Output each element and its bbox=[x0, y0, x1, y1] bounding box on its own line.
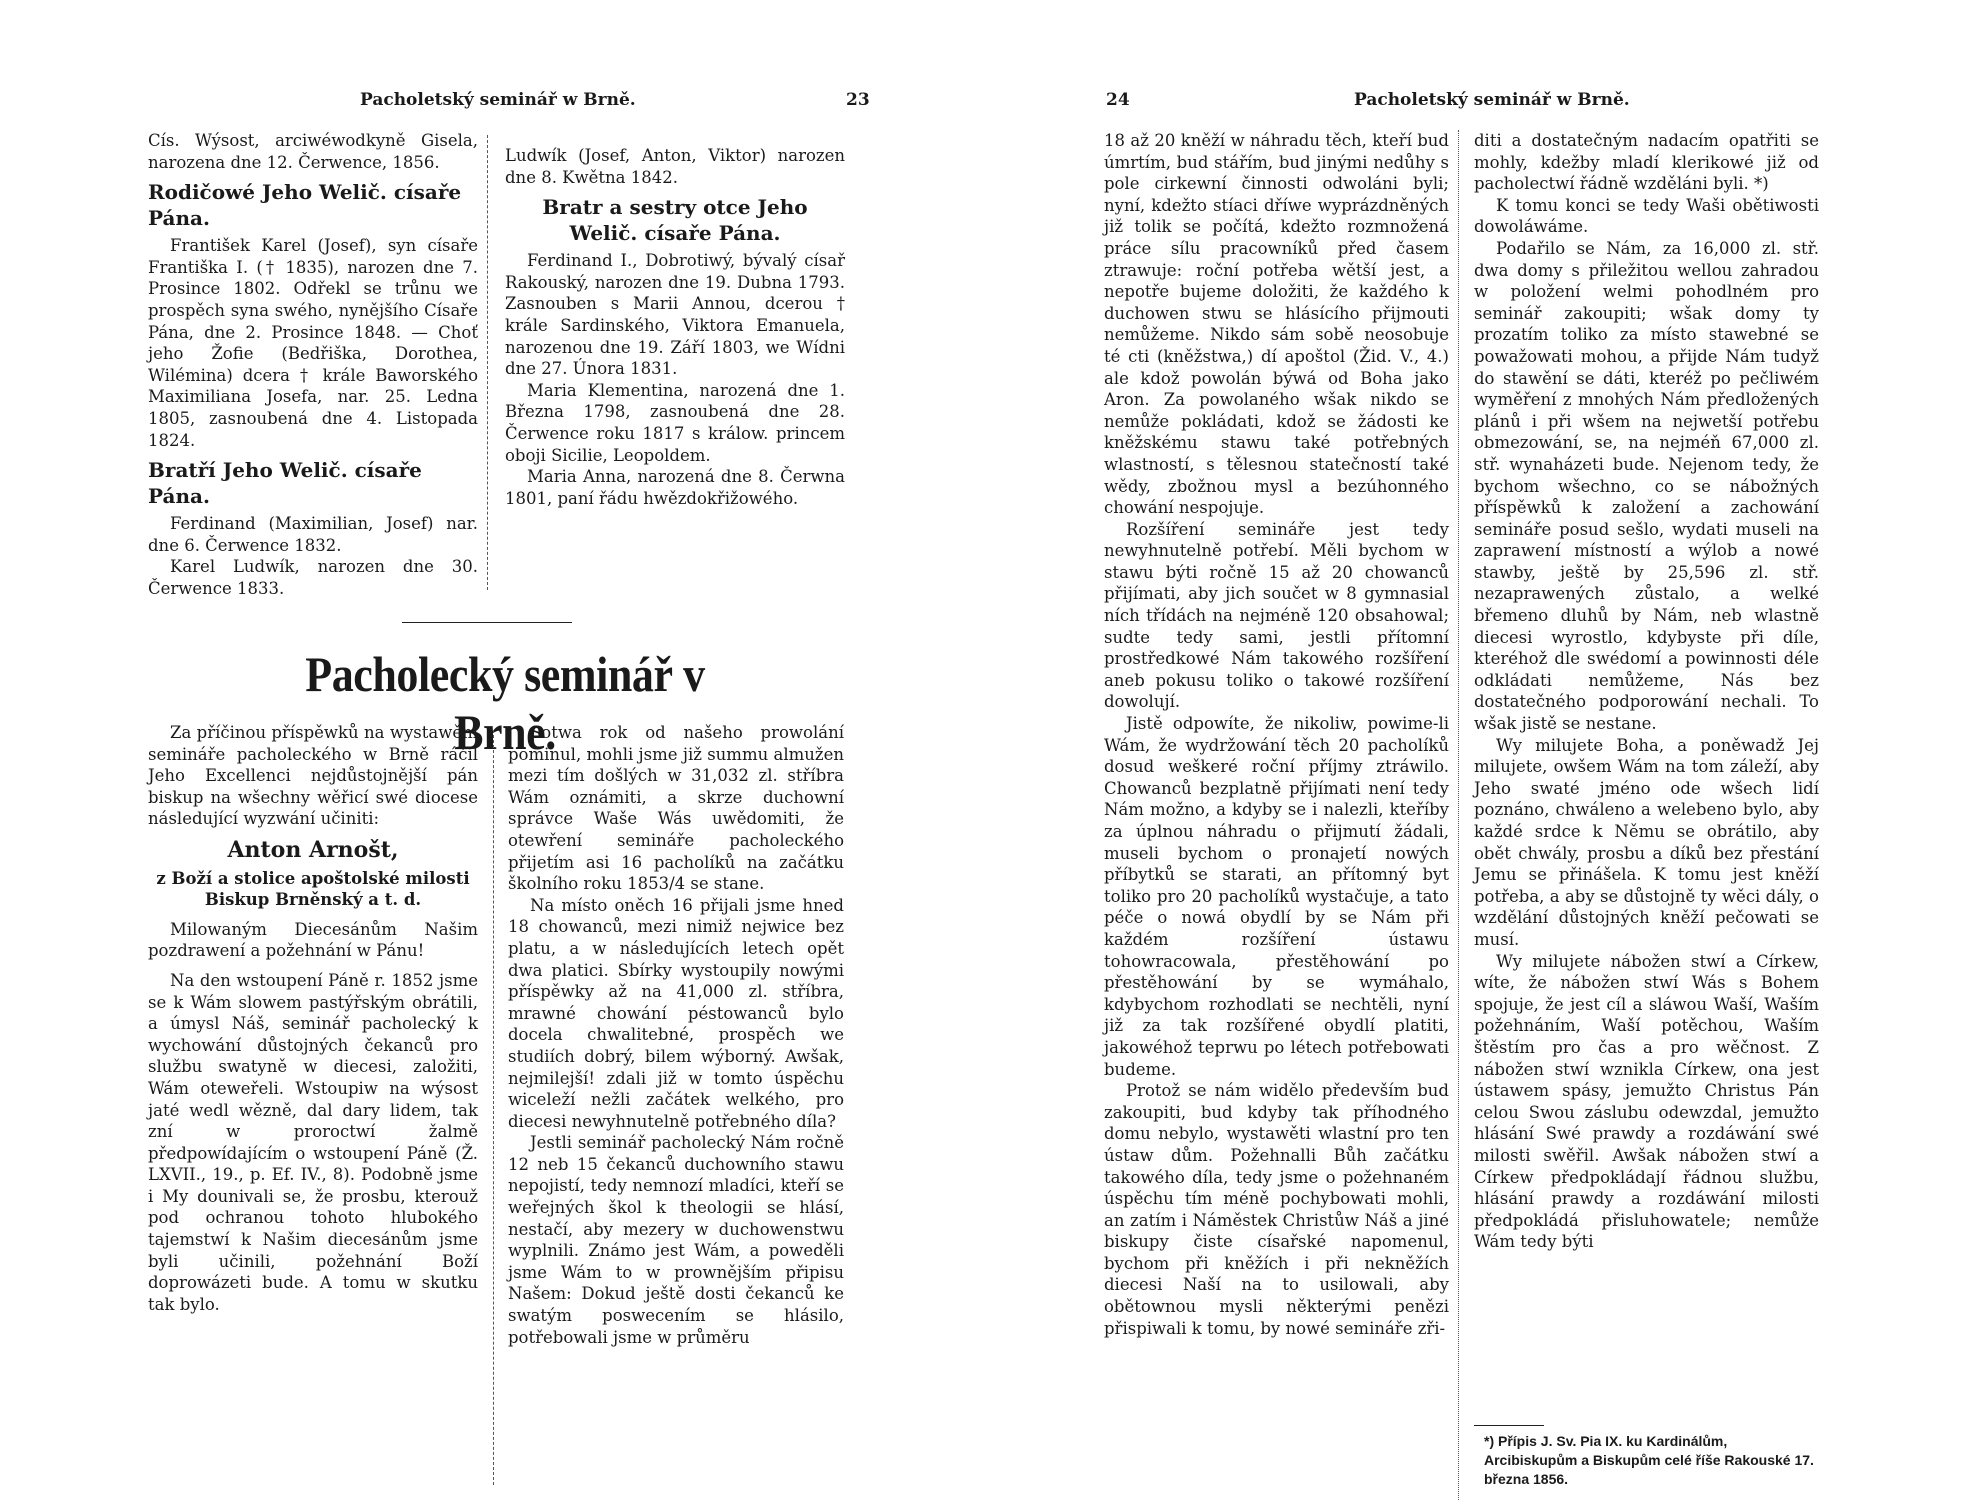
separator-rule bbox=[402, 622, 572, 623]
footnote-rule bbox=[1474, 1425, 1544, 1426]
paragraph: Na den wstoupení Páně r. 1852 jsme se k Wám slowem pastýřským obrátili, a úmysl Náš, seminář pacholecký k wychowání důstojných čekanců pro službu swatyně w diecesi, založiti, Wám oteweřeli. Wstoupiw na wýsost jaté wedl wězně, dal dary lidem, tak zní w proroctwí žalmě předpowídajícím o wstoupení Páně (Ž. LXVII., 19., p. Ef. IV., 8). Podobně jsme i My dounivali se, že prosbu, kterouž pod ochranou tohoto hlubokého tajemstwí k Našim diecesánům jsme byli učinili, požehnání Boží doprowázeti bude. A tomu w skutku tak bylo. bbox=[148, 970, 478, 1314]
column-4 bbox=[508, 722, 844, 1348]
paragraph: Ferdinand (Maximilian, Josef) nar. dne 6. Čerwence 1832. bbox=[148, 514, 478, 555]
paragraph: Jistě odpowíte, že nikoliw, powime-li Wám, že wydržowání těch 20 pacholíků dosud weškeré roční příjmy ztráwilo. Chowanců bezplatně přijímati není tedy Nám možno, a kdyby se i nalezli, kteříby za úplnou náhradu o přijmutí žádali, museli bychom o pronajetí nowých příbytků se starati, an přítomný byt toliko pro 20 pacholíků wystačuje, a tato péče o nowá obydlí by se Nám při každém rozšíření ústawu tohowracowala, přestěhowání po přestěhowání by se wymáhalo, kdybychom rozhodlati se nechtěli, nyní již za tak rozšířené obydlí platiti, jakowéhož teprwu po létech potřebowati budeme. bbox=[1104, 714, 1449, 1079]
paragraph: Maria Anna, narozená dne 8. Čerwna 1801, paní řádu hwězdokřižowého. bbox=[505, 467, 845, 508]
signature: Anton Arnošt, bbox=[227, 836, 399, 863]
column-1 bbox=[1104, 130, 1449, 1339]
paragraph: Na místo oněch 16 přijali jsme hned 18 chowanců, mezi nimiž nejwice bez platu, a w následujících letech opět dwa platici. Sbírky wystoupily nowými příspěwky až na 41,000 zl. stříbra, mrawné chowání péstowanců bylo docela chwalitebné, prospěch we studiích dobrý, bilem wýborný. Awšak, nejmilejší! zdali již w tomto úspěchu wiceleží nežli začátek welkého, pro diecesi newyhnutelně potřebného díla? bbox=[508, 895, 844, 1131]
paragraph: Ludwík (Josef, Anton, Viktor) narozen dne 8. Kwětna 1842. bbox=[505, 146, 845, 187]
paragraph: Wy milujete nábožen stwí a Církew, wíte, že nábožen stwí Wás s Bohem spojuje, že jest cíl a sláwou Waší, Waším požehnáním, Waší potěchou, Waším štěstím pro čas a pro wěčnost. Z nábožen stwí wznikla Církew, ona jest ústawem spásy, jemužto Christus Pán celou Swou záslubu odewzdal, jemužto hlásání Swé prawdy a rozdáwání swé milosti swěřil. Awšak nábožen stwí a Církew předpokládají řádnou službu, hlásání prawdy a rozdáwání milosti předpokládá přisluhowatele; nemůže Wám tedy býti bbox=[1474, 951, 1819, 1252]
column-divider bbox=[1458, 130, 1459, 1500]
section-heading: Bratří Jeho Welič. císaře Pána. bbox=[148, 458, 422, 509]
page-number: 24 bbox=[1106, 90, 1130, 110]
column-3 bbox=[148, 722, 478, 1315]
paragraph: Protož se nám widělo především bud zakoupiti, bud kdyby tak příhodného domu nebylo, wystawěti wlastní pro ten ústaw dům. Požehnalli Bůh začátku takowého díla, tedy jsme o požehnaném úspěchu tím méně pochybowati mohli, an zatím i Náměstek Christůw Náš a jiné biskupy čiste císařské napomenul, bychom při kněžích i při nekněžích diecesi Naší na to usilowali, aby obětownou mysli některými penězi přispiwali k tomu, by nowé semináře zři- bbox=[1104, 1081, 1449, 1338]
signature-subtitle: z Boží a stolice apoštolské milosti Biskup Brněnský a t. d. bbox=[156, 868, 470, 910]
paragraph: Sotwa rok od našeho prowolání pominul, mohli jsme již summu almužen mezi tím došlých w 31,032 zl. stříbra Wám oznámiti, a skrze duchowní správce Waše Wás uwědomiti, že otewření semináře pacholeckého přijetím asi 16 pacholíků na začátku školního roku 1853/4 se stane. bbox=[508, 723, 844, 894]
paragraph: K tomu konci se tedy Waši obětiwosti dowoláwáme. bbox=[1474, 195, 1819, 237]
page-number: 23 bbox=[846, 90, 870, 110]
paragraph: Karel Ludwík, narozen dne 30. Čerwence 1833. bbox=[148, 557, 478, 598]
paragraph: Ferdinand I., Dobrotiwý, bývalý císař Rakouský, narozen dne 19. Dubna 1793. Zasnouben s Marii Annou, dcerou † krále Sardinského, Viktora Emanuela, narozenou dne 19. Září 1803, we Wídni dne 27. Února 1831. bbox=[505, 251, 845, 379]
paragraph: František Karel (Josef), syn císaře Františka I. († 1835), narozen dne 7. Prosince 1802. Odřekl se trůnu we prospěch syna swého, nynějšího Císaře Pána, dne 2. Prosince 1848. — Choť jeho Žofie (Bedřiška, Dorothea, Wilémina) dcera † krále Baworského Maximiliana Josefa, nar. 25. Ledna 1805, zasnoubená dne 4. Listopada 1824. bbox=[148, 236, 478, 450]
paragraph: diti a dostatečným nadacím opatřiti se mohly, kdežby mladí klerikowé již od pacholectwí řádně wzděláni byli. *) bbox=[1474, 131, 1819, 194]
running-title: Pacholetský seminář w Brně. bbox=[1354, 90, 1630, 110]
paragraph: Podařilo se Nám, za 16,000 zl. stř. dwa domy s přiležitou wellou zahradou w položení welmi pohodlném pro seminář zakoupiti; wšak domy ty prozatím toliko za místo stawebné se powažowati mohou, a přijde Nám tudyž do stawění se dáti, kteréž po pečliwém wyměření z mnohých Nám předložených plánů i při wšem na nejwetší potřebu obmezowání, se, na nejméň 67,000 zl. stř. wynaházeti bude. Nejenom tedy, že bychom wšechno, co se nábožných příspěwků k založení a zachowání semináře posud sešlo, wydati museli na zaprawení místností a wýlob a nowé stawby, ještě by 25,596 zl. stř. nezaprawených zůstalo, a welké břemeno dluhů by Nám, neb wlastně diecesi wyrostlo, kdybyste při díle, kteréhož dle swédomí a powinnosti déle odkládati nemůžeme, Nás bez dostatečného podporowání nechali. To wšak jistě se nestane. bbox=[1474, 238, 1819, 734]
right-page bbox=[984, 0, 1968, 1500]
greeting: Milowaným Diecesánům Našim pozdrawení a požehnání w Pánu! bbox=[148, 919, 478, 961]
column-2 bbox=[505, 145, 845, 509]
paragraph: Wy milujete Boha, a poněwadž Jej milujete, owšem Wám na tom záleží, aby Jeho swaté jméno ode wšech lidí poznáno, chwáleno a welebeno bylo, aby každé srdce k Němu se obrátilo, aby obět chwály, prosbu a díků bez přestání Jemu se přinášela. K tomu jest kněží potřeba, a aby se důstojně ty wěci dály, o wzdělání důstojných kněží pečowati se musí. bbox=[1474, 735, 1819, 949]
paragraph: Za příčinou příspěwků na wystawění semináře pacholeckého w Brně ráčil Jeho Excellenci nejdůstojnější pán biskup na wšechny wěřicí swé diocese následující wyzwání učiniti: bbox=[148, 723, 478, 829]
column-1 bbox=[148, 130, 478, 600]
paragraph: Maria Klementina, narozená dne 1. Března 1798, zasnoubená dne 28. Čerwence roku 1817 s králow. princem oboji Sicilie, Leopoldem. bbox=[505, 380, 845, 465]
column-divider bbox=[487, 135, 488, 590]
running-title: Pacholetský seminář w Brně. bbox=[360, 90, 636, 110]
section-heading: Bratr a sestry otce Jeho Welič. císaře Pána. bbox=[542, 195, 808, 246]
paragraph: Cís. Wýsost, arciwéwodkyně Gisela, narozena dne 12. Čerwence, 1856. bbox=[148, 131, 478, 172]
paragraph: 18 až 20 kněží w náhradu těch, kteří bud úmrtím, bud stářím, bud jinými nedůhy s pole cirkewní činnosti odwoláni byli; nyní, kdežto stíaci dříwe wyprázdněných již tolik se počítá, kdežto rozmnožená práce sílu pracowníků před časem ztrawuje: roční potřeba wětší jest, a nepotře bujeme doložiti, že každého k duchowen stwu se hlásícího přijmouti nemůžeme. Nikdo sám sobě neosobuje té cti (kněžstwa,) dí apoštol (Žid. V., 4.) ale kdož powolán býwá od Boha jako Aron. Za powolaného wšak nikdo se nemůže pokládati, kdož se žádosti ke kněžskému stawu také potřebných wlastností, s tělesnou statečností také wědy, zbožnou mysl a bezúhonného chowání nespojuje. bbox=[1104, 131, 1449, 518]
column-divider bbox=[493, 730, 494, 1485]
main-title: Pacholecký seminář v Brně. bbox=[305, 646, 705, 760]
footnote: *) Přípis J. Sv. Pia IX. ku Kardinálům, Arcibiskupům a Biskupům celé říše Rakouské 17. března 1856. bbox=[1484, 1433, 1814, 1487]
paragraph: Jestli seminář pacholecký Nám ročně 12 neb 15 čekanců duchowního stawu nepojistí, tedy nemnozí mladíci, kteří se weřejných škol k theologii se hlásí, nestačí, aby mezery w duchowenstwu wyplnili. Známo jest Wám, a poweděli jsme Wám to w prownějším připisu Našem: Dokud ještě dosti čekanců ke swatým poswecením se hlásilo, potřebowali jsme w průměru bbox=[508, 1133, 844, 1347]
column-2 bbox=[1474, 130, 1819, 1253]
paragraph: Rozšíření semináře jest tedy newyhnutelně potřebí. Měli bychom w stawu býti ročně 15 až 20 chowanců přijímati, aby jich součet w 8 gymnasial ních třídách na nejméně 120 obsahowal; sudte tedy sami, jestli přítomní prostředkowé Nám takowého rozšíření aneb pokusu toliko o takowé rozšíření dowolují. bbox=[1104, 519, 1449, 712]
section-heading: Rodičowé Jeho Welič. císaře Pána. bbox=[148, 180, 462, 231]
